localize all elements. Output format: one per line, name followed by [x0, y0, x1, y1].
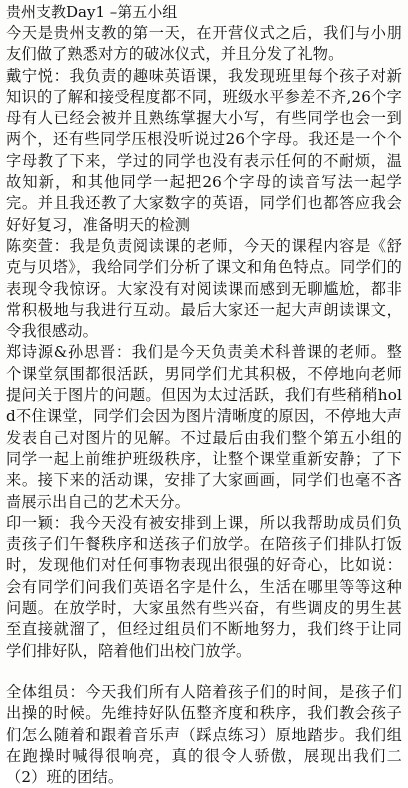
paragraph-yin-yiying: 印一颖：我今天没有被安排到上课，所以我帮助成员们负责孩子们午餐秩序和送孩子们放学。在陪孩子们排队打饭时，发现他们对任何事物表现出很强的好奇心，比如说：会有同学们问我们英语名字是什么，生活在哪里等等这种问题。在放学时，大家虽然有些兴奋，有些调皮的男生甚至直接就溜了，但经过组员们不断地努力，我们终于让同学们排好队，陪着他们出校门放学。: [6, 513, 402, 660]
paragraph-all-members: 全体组员：今天我们所有人陪着孩子们的时间，是孩子们出操的时候。先维持好队伍整齐度和秩序，我们教会孩子们怎么随着和跟着音乐声（踩点练习）原地踏步。我们组在跑操时喊得很响亮，真的很令人骄傲，展现出我们二（2）班的团结。: [6, 682, 402, 787]
paragraph-zheng-shiyuan-sun-sijin: 郑诗源&孙思晋：我们是今天负责美术科普课的老师。整个课堂氛围都很活跃，男同学们尤其积极，不停地向老师提问关于图片的问题。但因为太过活跃，我们有些稍稍hold不住课堂，同学们会因为图片清晰度的原因，不停地大声发表自己对图片的见解。不过最后由我们整个第五小组的同学一起上前维护班级秩序，让整个课堂重新安静；了下来。接下来的活动课，安排了大家画画，同学们也毫不吝啬展示出自己的艺术天分。: [6, 343, 402, 511]
intro-paragraph: 今天是贵州支教的第一天，在开营仪式之后，我们与小朋友们做了熟悉对方的破冰仪式，并且分发了礼物。: [6, 24, 402, 64]
paragraph-dai-ningyue: 戴宁悦：我负责的趣味英语课，我发现班里每个孩子对新知识的了解和接受程度都不同，班级水平参差不齐,26个字母有人已经会被并且熟练掌握大小写，有些同学也会一到两个，还有些同学压根没听说过26个字母。我还是一个个字母教了下来，学过的同学也没有表示任何的不耐烦，温故知新，和其他同学一起把26个字母的读音写法一起学完。并且我还教了大家数字的英语，同学们也都答应我会好好复习，准备明天的检测: [6, 66, 402, 234]
article-title: 贵州支教Day1 –第五小组: [6, 3, 178, 21]
paragraph-spacer: [6, 662, 402, 682]
paragraph-chen-yixuan: 陈奕萱：我是负责阅读课的老师，今天的课程内容是《舒克与贝塔》，我给同学们分析了课文和角色特点。同学们的表现令我惊讶。大家没有对阅读课而感到无聊尴尬，都非常积极地与我进行互动。最后大家还一起大声朗读课文，令我很感动。: [6, 236, 402, 341]
